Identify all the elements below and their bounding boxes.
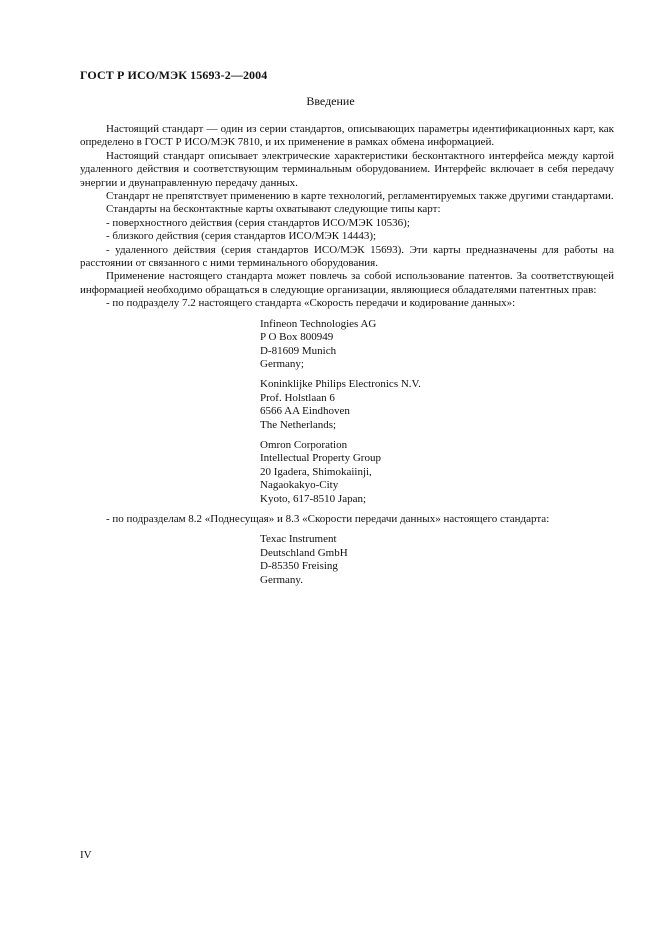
address-line: D-81609 Munich (260, 344, 337, 357)
paragraph: Стандарты на бесконтактные карты охватывают следующие типы карт: (106, 203, 441, 216)
address-line: Infineon Technologies AG (260, 317, 377, 330)
patent-holder-address (80, 318, 614, 372)
address-line: The Netherlands; (260, 418, 337, 431)
address-line: Prof. Holstlaan 6 (260, 391, 335, 404)
document-body (80, 123, 614, 587)
address-line: Deutschland GmbH (260, 546, 348, 559)
address-line: 6566 AA Eindhoven (260, 405, 350, 418)
address-line: Germany. (260, 573, 303, 586)
address-line: 20 Igadera, Shimokaiinji, (260, 465, 372, 478)
paragraph: Настоящий стандарт описывает электрические характеристики бесконтактного интерфейса между картой удаленного действия и соответствующим терминальным оборудованием. Интерфейс включает в себя передачу энергии и двунаправленную передачу данных. (80, 149, 614, 189)
patent-section-label: - по подразделу 7.2 настоящего стандарта «Скорость передачи и кодирование данных»: (106, 297, 516, 310)
address-line: Germany; (260, 357, 304, 370)
address-line: Kyoto, 617-8510 Japan; (260, 492, 367, 505)
list-item: - удаленного действия (серия стандартов ИСО/МЭК 15693). Эти карты предназначены для работы на расстоянии от связанного с ними терминального оборудования. (80, 243, 614, 270)
address-line: P O Box 800949 (260, 331, 334, 344)
address-line: Texac Instrument (260, 533, 337, 546)
paragraph: Стандарт не препятствует применению в карте технологий, регламентируемых также другими стандартами. (106, 190, 614, 203)
list-item: - близкого действия (серия стандартов ИСО/МЭК 14443); (106, 230, 377, 243)
patent-holder-address (80, 378, 614, 432)
paragraph: Применение настоящего стандарта может повлечь за собой использование патентов. За соответствующей информацией необходимо обращаться в следующие организации, являющиеся обладателями патентных прав: (80, 270, 614, 296)
document-header: ГОСТ Р ИСО/МЭК 15693-2—2004 (80, 68, 268, 82)
patent-holder-address (80, 533, 614, 587)
address-line: Intellectual Property Group (260, 452, 381, 465)
patent-section-label: - по подразделам 8.2 «Поднесущая» и 8.3 «Скорости передачи данных» настоящего стандарта: (106, 512, 550, 525)
address-line: Omron Corporation (260, 438, 348, 451)
patent-holder-address (80, 439, 614, 506)
section-title: Введение (306, 94, 355, 108)
paragraph: Настоящий стандарт — один из серии стандартов, описывающих параметры идентификационных карт, как определено в ГОСТ Р ИСО/МЭК 7810, и их применение в рамках обмена информацией. (80, 123, 614, 149)
address-line: Koninklijke Philips Electronics N.V. (260, 378, 421, 391)
list-item: - поверхностного действия (серия стандартов ИСО/МЭК 10536); (106, 216, 410, 229)
address-line: Nagaokakyo-City (260, 479, 339, 492)
address-line: D-85350 Freising (260, 560, 338, 573)
page-number: IV (80, 849, 92, 861)
